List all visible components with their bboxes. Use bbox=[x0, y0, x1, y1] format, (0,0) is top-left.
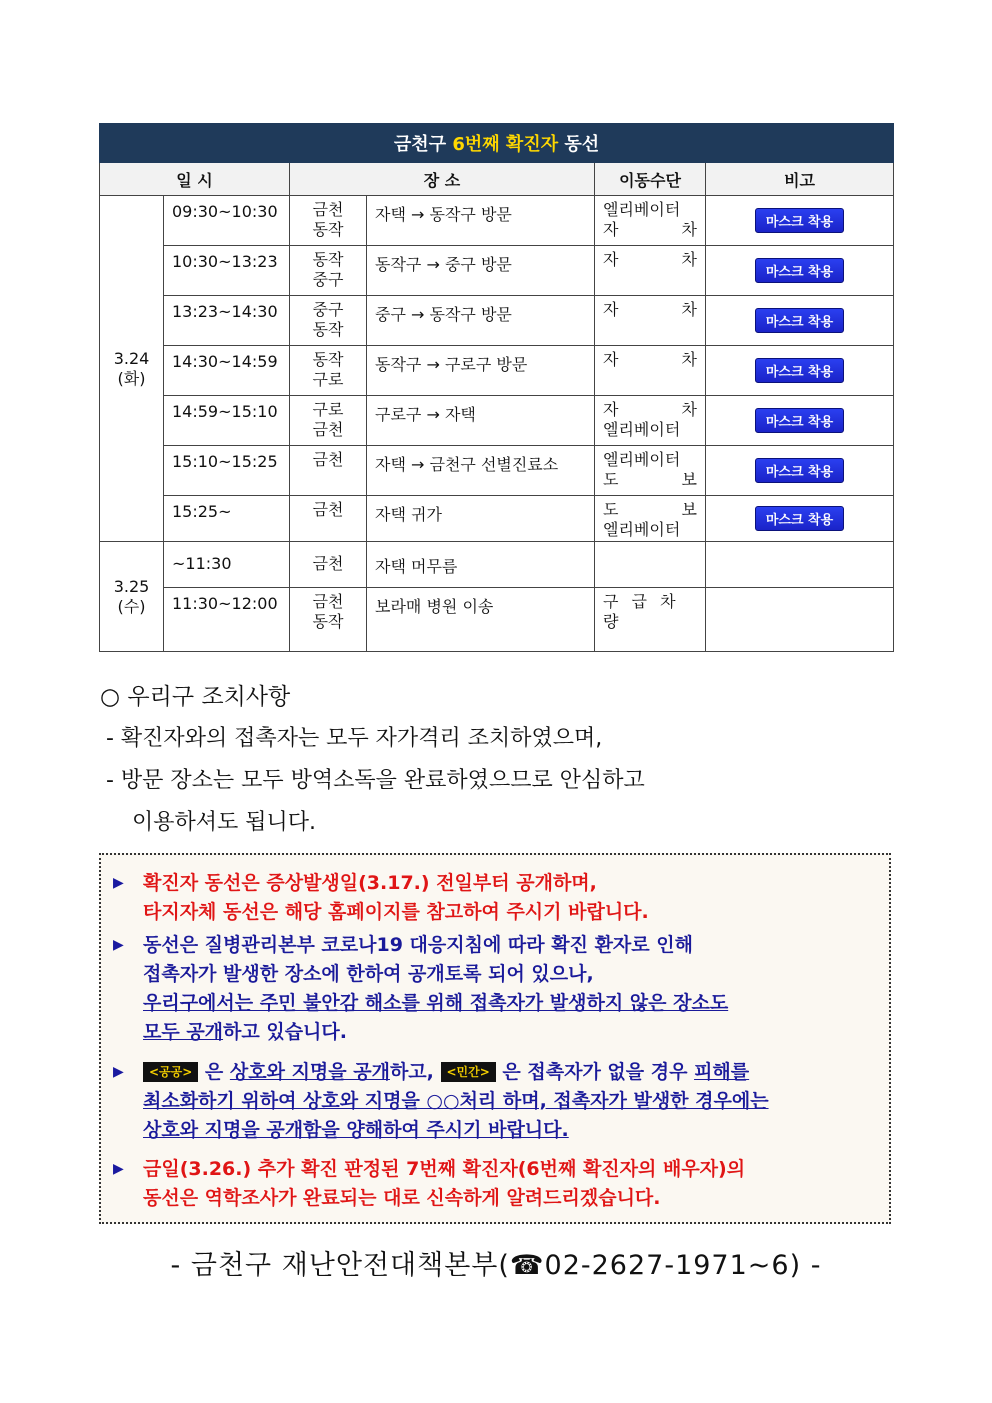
mask-badge: 마스크 착용 bbox=[755, 258, 844, 283]
area: 중구 bbox=[312, 270, 344, 289]
arrow-right-icon: ▶ bbox=[113, 937, 124, 953]
header-transport: 이동수단 bbox=[595, 163, 706, 196]
area-cell bbox=[290, 496, 367, 542]
area: 구로 bbox=[312, 400, 344, 419]
table-row bbox=[100, 496, 894, 542]
table-title-row bbox=[100, 124, 894, 163]
notice-line: 동선은 질병관리본부 코로나19 대응지침에 따라 확진 환자로 인해 bbox=[143, 934, 693, 956]
notice-item-4 bbox=[113, 1155, 883, 1213]
date: 3.24 bbox=[113, 348, 150, 368]
notice-item-2 bbox=[113, 931, 883, 1047]
footer-contact: - 금천구 재난안전대책본부(☎02-2627-1971~6) - bbox=[170, 1250, 822, 1281]
place-cell: 자택 귀가 bbox=[367, 496, 595, 542]
transport: 차 bbox=[681, 350, 697, 369]
note-cell bbox=[706, 296, 894, 346]
table-row bbox=[100, 196, 894, 246]
transport: 자 bbox=[603, 220, 619, 239]
transport: 도 bbox=[603, 500, 619, 519]
area: 금천 bbox=[312, 420, 344, 439]
public-tag: <공공> bbox=[143, 1062, 198, 1082]
notice-item-1 bbox=[113, 869, 883, 927]
note-cell bbox=[706, 542, 894, 588]
area-cell bbox=[290, 246, 367, 296]
transport-cell bbox=[595, 396, 706, 446]
weekday: (화) bbox=[117, 368, 146, 388]
place-cell: 자택 머무름 bbox=[367, 542, 595, 588]
place-cell: 동작구 → 중구 방문 bbox=[367, 246, 595, 296]
weekday: (수) bbox=[117, 596, 146, 616]
notice-line: 동선은 역학조사가 완료되는 대로 신속하게 알려드리겠습니다. bbox=[143, 1187, 661, 1209]
table-row bbox=[100, 246, 894, 296]
area-cell bbox=[290, 196, 367, 246]
header-place: 장 소 bbox=[290, 163, 595, 196]
transport-cell: 구 급 차 량 bbox=[595, 588, 706, 652]
area-cell bbox=[290, 542, 367, 588]
notice-line: 접촉자가 발생한 장소에 한하여 공개토록 되어 있으나, bbox=[143, 963, 594, 985]
place-cell: 동작구 → 구로구 방문 bbox=[367, 346, 595, 396]
mask-badge: 마스크 착용 bbox=[755, 358, 844, 383]
note-cell bbox=[706, 196, 894, 246]
mask-badge: 마스크 착용 bbox=[755, 308, 844, 333]
arrow-right-icon: ▶ bbox=[113, 1161, 124, 1177]
notice-underlined: 피해를 bbox=[694, 1061, 750, 1083]
transport: 차 bbox=[681, 300, 697, 319]
table-row bbox=[100, 588, 894, 652]
notice-line: 최소화하기 위하여 상호와 지명을 ○○처리 하며, 접촉자가 발생한 경우에는 bbox=[143, 1090, 769, 1112]
transport: 차 bbox=[681, 400, 697, 419]
transport: 차 bbox=[681, 220, 697, 239]
notice-line: 금일(3.26.) 추가 확진 판정된 7번째 확진자(6번째 확진자의 배우자)의 bbox=[143, 1158, 746, 1180]
private-tag: <민간> bbox=[441, 1062, 496, 1082]
measures-line: 이용하셔도 됩니다. bbox=[132, 810, 317, 835]
transport: 자 bbox=[603, 300, 619, 319]
area: 동작 bbox=[312, 350, 344, 369]
note-cell bbox=[706, 246, 894, 296]
area-cell bbox=[290, 446, 367, 496]
place-cell: 자택 → 금천구 선별진료소 bbox=[367, 446, 595, 496]
transport-cell bbox=[595, 346, 706, 396]
measures-line: - 확진자와의 접촉자는 모두 자가격리 조치하였으며, bbox=[106, 726, 603, 751]
area: 중구 bbox=[312, 300, 344, 319]
notice-line: 상호와 지명을 공개함을 양해하여 주시기 바랍니다. bbox=[143, 1119, 569, 1141]
table-row bbox=[100, 446, 894, 496]
area: 금천 bbox=[312, 592, 344, 611]
mask-badge: 마스크 착용 bbox=[755, 408, 844, 433]
measures-line: - 방문 장소는 모두 방역소독을 완료하였으므로 안심하고 bbox=[106, 768, 645, 793]
notice-text: 하고 있습니다. bbox=[223, 1021, 347, 1043]
time-cell: 14:59~15:10 bbox=[164, 396, 290, 446]
place-cell: 중구 → 동작구 방문 bbox=[367, 296, 595, 346]
mask-badge: 마스크 착용 bbox=[755, 208, 844, 233]
area: 동작 bbox=[312, 612, 344, 631]
notice-box bbox=[99, 853, 891, 1224]
transport-cell bbox=[595, 496, 706, 542]
note-cell bbox=[706, 396, 894, 446]
transport: 엘리베이터 bbox=[603, 450, 681, 469]
area: 금천 bbox=[312, 450, 344, 469]
table-row bbox=[100, 346, 894, 396]
note-cell bbox=[706, 346, 894, 396]
area: 금천 bbox=[312, 500, 344, 519]
mask-badge: 마스크 착용 bbox=[755, 506, 844, 531]
area-cell bbox=[290, 396, 367, 446]
measures-title: ○ 우리구 조치사항 bbox=[100, 684, 291, 710]
transport: 보 bbox=[681, 470, 697, 489]
area-cell bbox=[290, 346, 367, 396]
notice-underlined: 모두 공개 bbox=[143, 1021, 224, 1043]
transport: 자 bbox=[603, 400, 619, 419]
time-cell: 11:30~12:00 bbox=[164, 588, 290, 652]
transport: 엘리베이터 bbox=[603, 420, 681, 439]
notice-underlined: 상호와 지명을 공개 bbox=[229, 1061, 390, 1083]
area: 금천 bbox=[312, 200, 344, 219]
transport-cell bbox=[595, 446, 706, 496]
transport-cell bbox=[595, 296, 706, 346]
transport: 자 bbox=[603, 250, 619, 269]
note-cell bbox=[706, 446, 894, 496]
transport: 자 bbox=[603, 350, 619, 369]
time-cell: 15:10~15:25 bbox=[164, 446, 290, 496]
notice-text: 하고, bbox=[389, 1061, 441, 1083]
transport: 엘리베이터 bbox=[603, 200, 681, 219]
date: 3.25 bbox=[113, 576, 150, 596]
table-row bbox=[100, 542, 894, 588]
transport: 보 bbox=[681, 500, 697, 519]
transport-cell bbox=[595, 246, 706, 296]
place-cell: 자택 → 동작구 방문 bbox=[367, 196, 595, 246]
title-prefix: 금천구 bbox=[393, 134, 453, 155]
arrow-right-icon: ▶ bbox=[113, 875, 124, 891]
place-cell: 보라매 병원 이송 bbox=[367, 588, 595, 652]
time-cell: 13:23~14:30 bbox=[164, 296, 290, 346]
area-cell bbox=[290, 588, 367, 652]
date-cell bbox=[100, 196, 164, 542]
notice-line: 우리구에서는 주민 불안감 해소를 위해 접촉자가 발생하지 않은 장소도 bbox=[143, 992, 729, 1014]
table-row bbox=[100, 296, 894, 346]
time-cell: 10:30~13:23 bbox=[164, 246, 290, 296]
notice-item-3 bbox=[113, 1058, 883, 1145]
date-cell bbox=[100, 542, 164, 652]
notice-text: 은 접촉자가 없을 경우 bbox=[495, 1061, 695, 1083]
transport-cell bbox=[595, 196, 706, 246]
area: 동작 bbox=[312, 320, 344, 339]
table-row bbox=[100, 396, 894, 446]
header-note: 비고 bbox=[706, 163, 894, 196]
place-cell: 구로구 → 자택 bbox=[367, 396, 595, 446]
note-cell bbox=[706, 496, 894, 542]
notice-text: 은 bbox=[198, 1061, 230, 1083]
transport: 차 bbox=[681, 250, 697, 269]
time-cell: 15:25~ bbox=[164, 496, 290, 542]
measures-section bbox=[100, 676, 900, 844]
time-cell: 09:30~10:30 bbox=[164, 196, 290, 246]
table-title bbox=[100, 124, 894, 163]
area: 동작 bbox=[312, 250, 344, 269]
arrow-right-icon: ▶ bbox=[113, 1064, 124, 1080]
note-cell bbox=[706, 588, 894, 652]
transport: 엘리베이터 bbox=[603, 520, 681, 539]
transport-cell bbox=[595, 542, 706, 588]
area: 동작 bbox=[312, 220, 344, 239]
route-table bbox=[99, 123, 894, 652]
title-suffix: 동선 bbox=[558, 134, 600, 155]
title-highlight: 6번째 확진자 bbox=[452, 134, 559, 155]
time-cell: 14:30~14:59 bbox=[164, 346, 290, 396]
mask-badge: 마스크 착용 bbox=[755, 458, 844, 483]
notice-line: 확진자 동선은 증상발생일(3.17.) 전일부터 공개하며, bbox=[143, 872, 597, 894]
area: 금천 bbox=[312, 554, 344, 573]
transport: 도 bbox=[603, 470, 619, 489]
notice-line: 타지자체 동선은 해당 홈페이지를 참고하여 주시기 바랍니다. bbox=[143, 901, 649, 923]
header-datetime: 일 시 bbox=[100, 163, 290, 196]
table-header-row bbox=[100, 163, 894, 196]
time-cell: ~11:30 bbox=[164, 542, 290, 588]
area-cell bbox=[290, 296, 367, 346]
area: 구로 bbox=[312, 370, 344, 389]
